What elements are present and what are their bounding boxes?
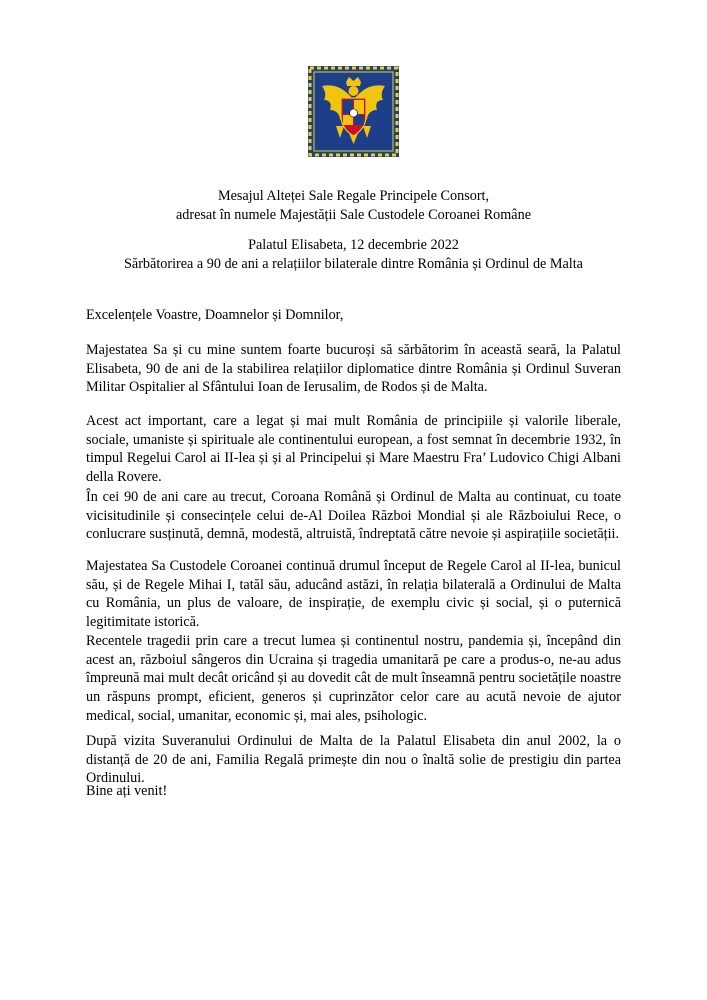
heading-line-title: Mesajul Alteței Sale Regale Principele Consort, xyxy=(217,188,490,204)
paragraph-5-text: Recentele tragedii prin care a trecut lumea și continentul nostru, pandemia și, începând din acest an, războiul sângeros din Ucraina și tragedia umanitară pe care a produs-o, ne-au adus împreună mai mult decât oricând și au dovedit cât de mult înseamnă pentru societățile noastre un răspuns prompt, eficient, generos și cuprinzător celor care au acută nevoie de ajutor medical, social, umanitar, economic și, mai ales, psihologic. xyxy=(86,633,621,724)
message-heading xyxy=(40,187,667,225)
eagle-head xyxy=(349,86,359,96)
closing xyxy=(86,782,621,801)
paragraph-4-text: Majestatea Sa Custodele Coroanei continuă drumul început de Regele Carol al II-lea, bunicul său, și de Regele Mihai I, tatăl său, aducând astăzi, în relația bilaterală a Ordinului de Malta cu România, un plus de valoare, de inspirație, de exemplu civic și social, și o puternică legitimitate istorică. xyxy=(86,558,621,631)
paragraph-2-text: Acest act important, care a legat și mai mult România de principiile și valorile liberale, sociale, umaniste și spirituale ale continentului european, a fost semnat în decembrie 1932, în timpul Regelui Carol ai II-lea și și al Principelui și Mare Maestru Fra’ Ludovico Chigi Albani della Rovere. xyxy=(86,413,621,486)
paragraph-3 xyxy=(86,488,621,544)
paragraph-6-text: După vizita Suveranului Ordinului de Malta de la Palatul Elisabeta din anul 2002, la o distanță de 20 de ani, Familia Regală primește din nou o înaltă solie de prestigiu din partea Ordinului. xyxy=(86,733,621,787)
romanian-royal-coat-of-arms-icon xyxy=(308,66,399,157)
paragraph-1-text: Majestatea Sa și cu mine suntem foarte bucuroși să sărbătorim în această seară, la Palatul Elisabeta, 90 de ani de la stabilirea relațiilor diplomatice dintre România și Ordinul Suveran Militar Ospitalier al Sfântului Ioan de Ierusalim, de Rodos și de Malta. xyxy=(86,342,621,396)
paragraph-2 xyxy=(86,412,621,487)
salutation xyxy=(86,306,621,325)
paragraph-3-text: În cei 90 de ani care au trecut, Coroana Română și Ordinul de Malta au continuat, cu toate vicisitudinile și consecințele celui de-Al Doilea Război Mondial și ale Războiului Rece, o conlucrare susținută, demnă, modestă, altruistă, îndreptată către nevoie și aspirațiile societății. xyxy=(86,489,621,543)
heading-line-occasion: Sărbătorirea a 90 de ani a relațiilor bilaterale dintre România și Ordinul de Malta xyxy=(124,256,583,272)
closing-text: Bine ați venit! xyxy=(86,783,168,799)
heading-line-subtitle: adresat în numele Majestății Sale Custodele Coroanei Române xyxy=(176,207,531,223)
paragraph-4 xyxy=(86,557,621,632)
paragraph-1 xyxy=(86,341,621,397)
paragraph-6 xyxy=(86,732,621,788)
event-heading xyxy=(40,236,667,274)
salutation-text: Excelențele Voastre, Doamnelor și Domnilor, xyxy=(86,307,344,323)
heading-line-place-date: Palatul Elisabeta, 12 decembrie 2022 xyxy=(248,237,459,253)
paragraph-5 xyxy=(86,632,621,726)
